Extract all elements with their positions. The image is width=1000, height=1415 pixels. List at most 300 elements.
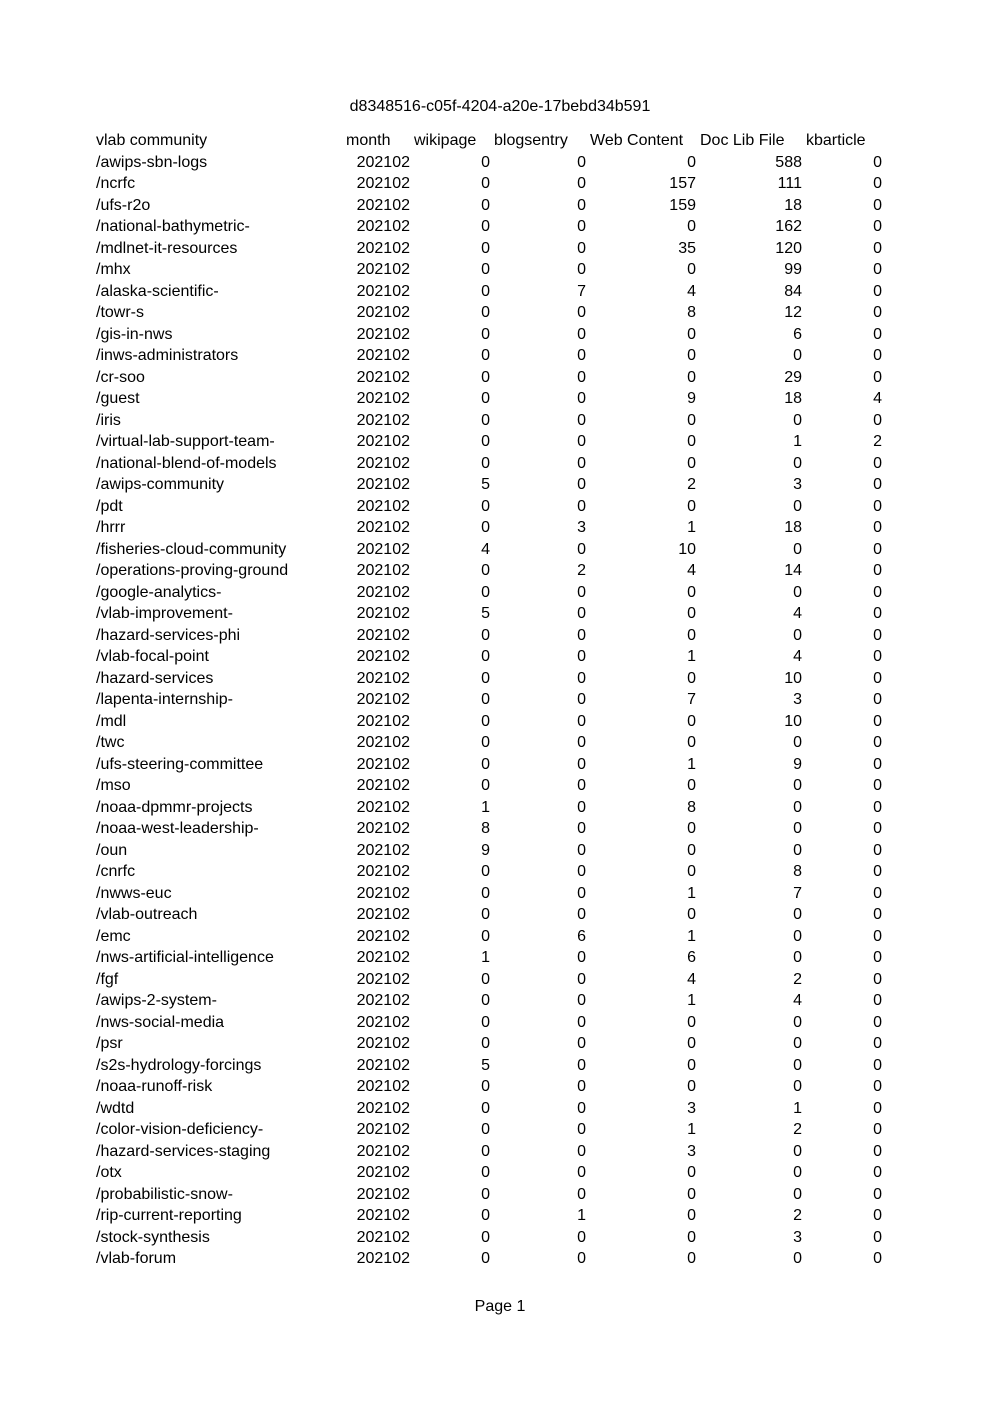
cell-community: /inws-administrators <box>96 347 239 364</box>
cell-blogsentry: 0 <box>577 820 586 837</box>
table-row <box>96 173 886 195</box>
cell-wikipage: 0 <box>481 1013 490 1031</box>
cell-month: 202102 <box>356 368 410 386</box>
cell-doc-lib-file: 120 <box>775 239 802 257</box>
cell-blogsentry: 0 <box>577 949 586 966</box>
cell-web-content: 2 <box>687 476 696 493</box>
cell-web-content: 0 <box>687 1056 696 1074</box>
cell-community: /hazard-services <box>96 669 214 687</box>
cell-kbarticle: 0 <box>873 841 882 859</box>
table-row <box>96 969 886 991</box>
column-header-doc-lib-file: Doc Lib File <box>700 132 785 149</box>
cell-wikipage: 0 <box>481 282 490 300</box>
cell-doc-lib-file: 2 <box>793 970 802 988</box>
cell-community: /pdt <box>96 497 123 515</box>
cell-community: /hazard-services-phi <box>96 626 241 644</box>
cell-doc-lib-file: 84 <box>784 282 802 300</box>
cell-blogsentry: 0 <box>577 841 586 859</box>
cell-web-content: 0 <box>687 626 696 644</box>
cell-month: 202102 <box>356 454 410 472</box>
cell-kbarticle: 0 <box>873 519 882 536</box>
cell-kbarticle: 0 <box>873 1121 882 1138</box>
cell-month: 202102 <box>356 820 410 837</box>
cell-doc-lib-file: 18 <box>784 390 802 407</box>
cell-web-content: 8 <box>687 798 696 816</box>
table-row <box>96 1227 886 1249</box>
column-header-web-content: Web Content <box>590 132 684 149</box>
table-row <box>96 818 886 840</box>
cell-community: /wdtd <box>96 1099 135 1117</box>
cell-month: 202102 <box>356 218 410 235</box>
cell-blogsentry: 0 <box>577 1250 586 1267</box>
cell-wikipage: 0 <box>481 153 490 171</box>
table-row <box>96 1248 886 1270</box>
cell-wikipage: 0 <box>481 562 490 579</box>
cell-blogsentry: 0 <box>577 196 586 214</box>
cell-month: 202102 <box>356 669 410 687</box>
cell-blogsentry: 2 <box>577 562 586 579</box>
cell-doc-lib-file: 18 <box>784 519 802 536</box>
table-row <box>96 926 886 948</box>
cell-blogsentry: 0 <box>577 261 586 278</box>
cell-web-content: 0 <box>687 669 696 687</box>
cell-month: 202102 <box>356 626 410 644</box>
cell-month: 202102 <box>356 841 410 859</box>
cell-month: 202102 <box>356 1056 410 1074</box>
cell-community: /hrrr <box>96 519 126 536</box>
cell-wikipage: 9 <box>481 841 490 859</box>
cell-web-content: 0 <box>687 1185 696 1203</box>
cell-community: /google-analytics- <box>96 583 222 601</box>
cell-wikipage: 0 <box>481 992 490 1009</box>
cell-kbarticle: 0 <box>873 540 882 558</box>
cell-community: /ncrfc <box>96 175 136 192</box>
cell-month: 202102 <box>356 476 410 493</box>
cell-month: 202102 <box>356 1099 410 1117</box>
cell-blogsentry: 0 <box>577 583 586 601</box>
cell-kbarticle: 0 <box>873 605 882 622</box>
table-row <box>96 1119 886 1141</box>
cell-community: /operations-proving-ground <box>96 562 289 579</box>
cell-month: 202102 <box>356 755 410 773</box>
cell-community: /awips-community <box>96 476 225 493</box>
cell-community: /mso <box>96 777 131 794</box>
table-row <box>96 539 886 561</box>
cell-web-content: 157 <box>669 175 696 192</box>
cell-web-content: 1 <box>687 884 696 902</box>
table-row <box>96 1055 886 1077</box>
cell-blogsentry: 0 <box>577 798 586 816</box>
cell-doc-lib-file: 99 <box>784 261 802 278</box>
cell-kbarticle: 0 <box>873 1250 882 1267</box>
cell-web-content: 1 <box>687 755 696 773</box>
cell-doc-lib-file: 0 <box>793 583 802 601</box>
cell-blogsentry: 0 <box>577 1099 586 1117</box>
table-row <box>96 582 886 604</box>
cell-kbarticle: 0 <box>873 175 882 192</box>
cell-wikipage: 0 <box>481 261 490 278</box>
table-row <box>96 1162 886 1184</box>
cell-doc-lib-file: 3 <box>793 476 802 493</box>
cell-kbarticle: 0 <box>873 347 882 364</box>
cell-doc-lib-file: 3 <box>793 691 802 708</box>
cell-web-content: 4 <box>687 282 696 300</box>
cell-kbarticle: 0 <box>873 777 882 794</box>
cell-month: 202102 <box>356 433 410 450</box>
cell-web-content: 35 <box>678 239 696 257</box>
cell-blogsentry: 0 <box>577 648 586 665</box>
cell-community: /mdl <box>96 712 127 730</box>
cell-blogsentry: 0 <box>577 777 586 794</box>
cell-web-content: 0 <box>687 325 696 343</box>
cell-web-content: 0 <box>687 1250 696 1267</box>
cell-wikipage: 0 <box>481 347 490 364</box>
cell-month: 202102 <box>356 304 410 321</box>
cell-month: 202102 <box>356 1185 410 1203</box>
cell-web-content: 6 <box>687 949 696 966</box>
cell-kbarticle: 0 <box>873 712 882 730</box>
cell-month: 202102 <box>356 411 410 429</box>
cell-kbarticle: 0 <box>873 1164 882 1181</box>
cell-web-content: 1 <box>687 648 696 665</box>
cell-web-content: 0 <box>687 347 696 364</box>
cell-blogsentry: 0 <box>577 863 586 880</box>
cell-blogsentry: 0 <box>577 605 586 622</box>
table-row <box>96 775 886 797</box>
cell-web-content: 0 <box>687 261 696 278</box>
cell-web-content: 4 <box>687 970 696 988</box>
cell-doc-lib-file: 4 <box>793 605 802 622</box>
cell-blogsentry: 0 <box>577 390 586 407</box>
table-row <box>96 367 886 389</box>
table-body <box>96 152 886 1270</box>
cell-wikipage: 4 <box>481 540 490 558</box>
table-row <box>96 259 886 281</box>
table-row <box>96 238 886 260</box>
cell-blogsentry: 0 <box>577 175 586 192</box>
cell-web-content: 0 <box>687 734 696 751</box>
cell-doc-lib-file: 2 <box>793 1121 802 1138</box>
cell-kbarticle: 0 <box>873 304 882 321</box>
cell-kbarticle: 0 <box>873 1207 882 1224</box>
cell-web-content: 4 <box>687 562 696 579</box>
cell-web-content: 0 <box>687 605 696 622</box>
table-row <box>96 216 886 238</box>
cell-community: /awips-sbn-logs <box>96 153 208 171</box>
cell-doc-lib-file: 0 <box>793 1035 802 1052</box>
cell-community: /mhx <box>96 261 131 278</box>
cell-kbarticle: 0 <box>873 648 882 665</box>
cell-kbarticle: 0 <box>873 497 882 515</box>
cell-wikipage: 1 <box>481 798 490 816</box>
cell-kbarticle: 0 <box>873 927 882 945</box>
page-number: Page 1 <box>474 1298 526 1315</box>
cell-wikipage: 0 <box>481 196 490 214</box>
cell-month: 202102 <box>356 497 410 515</box>
cell-blogsentry: 0 <box>577 884 586 902</box>
cell-doc-lib-file: 12 <box>784 304 802 321</box>
cell-kbarticle: 0 <box>873 153 882 171</box>
cell-month: 202102 <box>356 798 410 816</box>
cell-doc-lib-file: 162 <box>775 218 802 235</box>
cell-doc-lib-file: 0 <box>793 1078 802 1095</box>
cell-month: 202102 <box>356 927 410 945</box>
cell-blogsentry: 0 <box>577 325 586 343</box>
cell-blogsentry: 0 <box>577 970 586 988</box>
cell-doc-lib-file: 0 <box>793 1056 802 1074</box>
cell-wikipage: 0 <box>481 755 490 773</box>
cell-kbarticle: 0 <box>873 218 882 235</box>
cell-kbarticle: 0 <box>873 734 882 751</box>
cell-kbarticle: 0 <box>873 261 882 278</box>
table-row <box>96 431 886 453</box>
cell-web-content: 0 <box>687 906 696 923</box>
cell-wikipage: 0 <box>481 519 490 536</box>
cell-kbarticle: 0 <box>873 1228 882 1246</box>
cell-kbarticle: 0 <box>873 368 882 386</box>
cell-community: /ufs-steering-committee <box>96 755 264 773</box>
cell-blogsentry: 0 <box>577 669 586 687</box>
cell-blogsentry: 0 <box>577 734 586 751</box>
cell-blogsentry: 0 <box>577 1121 586 1138</box>
cell-kbarticle: 0 <box>873 1142 882 1160</box>
cell-month: 202102 <box>356 390 410 407</box>
cell-wikipage: 0 <box>481 304 490 321</box>
cell-kbarticle: 0 <box>873 863 882 880</box>
cell-month: 202102 <box>356 648 410 665</box>
table-row <box>96 1098 886 1120</box>
cell-web-content: 7 <box>687 691 696 708</box>
table-row <box>96 388 886 410</box>
cell-web-content: 0 <box>687 1228 696 1246</box>
cell-month: 202102 <box>356 863 410 880</box>
cell-month: 202102 <box>356 691 410 708</box>
cell-kbarticle: 0 <box>873 691 882 708</box>
cell-doc-lib-file: 9 <box>793 755 802 773</box>
cell-web-content: 0 <box>687 1013 696 1031</box>
cell-web-content: 1 <box>687 519 696 536</box>
cell-blogsentry: 0 <box>577 304 586 321</box>
cell-community: /iris <box>96 411 121 429</box>
table-row <box>96 496 886 518</box>
table-row <box>96 625 886 647</box>
cell-month: 202102 <box>356 196 410 214</box>
table-row <box>96 1184 886 1206</box>
cell-wikipage: 0 <box>481 368 490 386</box>
cell-wikipage: 0 <box>481 1099 490 1117</box>
cell-kbarticle: 0 <box>873 282 882 300</box>
table-row <box>96 754 886 776</box>
cell-wikipage: 0 <box>481 669 490 687</box>
cell-doc-lib-file: 0 <box>793 626 802 644</box>
cell-web-content: 3 <box>687 1142 696 1160</box>
cell-community: /fgf <box>96 970 119 988</box>
cell-wikipage: 0 <box>481 884 490 902</box>
table-row <box>96 689 886 711</box>
cell-community: /awips-2-system- <box>96 992 217 1009</box>
table-row <box>96 1141 886 1163</box>
cell-wikipage: 0 <box>481 239 490 257</box>
cell-community: /cr-soo <box>96 368 145 386</box>
cell-web-content: 1 <box>687 927 696 945</box>
cell-community: /oun <box>96 841 128 859</box>
cell-wikipage: 0 <box>481 454 490 472</box>
cell-community: /gis-in-nws <box>96 325 173 343</box>
table-row <box>96 797 886 819</box>
cell-blogsentry: 1 <box>577 1207 586 1224</box>
cell-blogsentry: 0 <box>577 626 586 644</box>
cell-community: /probabilistic-snow- <box>96 1185 233 1203</box>
cell-blogsentry: 0 <box>577 497 586 515</box>
cell-month: 202102 <box>356 1121 410 1138</box>
cell-kbarticle: 0 <box>873 562 882 579</box>
cell-web-content: 0 <box>687 583 696 601</box>
cell-doc-lib-file: 0 <box>793 540 802 558</box>
cell-month: 202102 <box>356 605 410 622</box>
cell-wikipage: 0 <box>481 1035 490 1052</box>
cell-doc-lib-file: 0 <box>793 347 802 364</box>
page-title: d8348516-c05f-4204-a20e-17bebd34b591 <box>349 98 651 115</box>
cell-kbarticle: 0 <box>873 1056 882 1074</box>
cell-community: /ufs-r2o <box>96 196 151 214</box>
cell-wikipage: 0 <box>481 390 490 407</box>
cell-community: /s2s-hydrology-forcings <box>96 1056 262 1074</box>
cell-month: 202102 <box>356 949 410 966</box>
cell-web-content: 159 <box>669 196 696 214</box>
cell-kbarticle: 2 <box>873 433 882 450</box>
cell-community: /fisheries-cloud-community <box>96 540 287 558</box>
cell-kbarticle: 4 <box>873 390 882 407</box>
cell-wikipage: 5 <box>481 605 490 622</box>
table-row <box>96 990 886 1012</box>
table-row <box>96 324 886 346</box>
cell-web-content: 3 <box>687 1099 696 1117</box>
table-row <box>96 281 886 303</box>
cell-doc-lib-file: 0 <box>793 1164 802 1181</box>
cell-month: 202102 <box>356 1078 410 1095</box>
table-row <box>96 345 886 367</box>
cell-kbarticle: 0 <box>873 1078 882 1095</box>
cell-month: 202102 <box>356 239 410 257</box>
table-row <box>96 668 886 690</box>
cell-wikipage: 0 <box>481 411 490 429</box>
cell-blogsentry: 0 <box>577 1185 586 1203</box>
cell-kbarticle: 0 <box>873 196 882 214</box>
cell-web-content: 0 <box>687 777 696 794</box>
cell-web-content: 0 <box>687 1164 696 1181</box>
cell-community: /vlab-focal-point <box>96 648 209 665</box>
cell-month: 202102 <box>356 777 410 794</box>
cell-web-content: 0 <box>687 454 696 472</box>
cell-web-content: 0 <box>687 841 696 859</box>
cell-blogsentry: 0 <box>577 411 586 429</box>
cell-community: /national-bathymetric- <box>96 218 250 235</box>
cell-wikipage: 0 <box>481 1078 490 1095</box>
cell-wikipage: 0 <box>481 1164 490 1181</box>
cell-blogsentry: 0 <box>577 712 586 730</box>
cell-blogsentry: 0 <box>577 218 586 235</box>
cell-community: /nws-social-media <box>96 1013 225 1031</box>
cell-kbarticle: 0 <box>873 476 882 493</box>
cell-kbarticle: 0 <box>873 755 882 773</box>
cell-web-content: 0 <box>687 218 696 235</box>
cell-doc-lib-file: 8 <box>793 863 802 880</box>
cell-wikipage: 0 <box>481 691 490 708</box>
cell-community: /noaa-runoff-risk <box>96 1078 213 1095</box>
cell-month: 202102 <box>356 1035 410 1052</box>
cell-doc-lib-file: 0 <box>793 820 802 837</box>
cell-month: 202102 <box>356 906 410 923</box>
cell-community: /cnrfc <box>96 863 136 880</box>
cell-doc-lib-file: 10 <box>784 712 802 730</box>
cell-month: 202102 <box>356 583 410 601</box>
cell-wikipage: 0 <box>481 626 490 644</box>
cell-month: 202102 <box>356 175 410 192</box>
cell-community: /psr <box>96 1035 123 1052</box>
cell-month: 202102 <box>356 519 410 536</box>
cell-doc-lib-file: 0 <box>793 1013 802 1031</box>
cell-doc-lib-file: 0 <box>793 734 802 751</box>
cell-community: /nws-artificial-intelligence <box>96 949 274 966</box>
cell-web-content: 0 <box>687 712 696 730</box>
cell-community: /otx <box>96 1164 122 1181</box>
cell-community: /vlab-outreach <box>96 906 198 923</box>
table-row <box>96 840 886 862</box>
cell-wikipage: 0 <box>481 1142 490 1160</box>
cell-community: /stock-synthesis <box>96 1228 210 1246</box>
cell-month: 202102 <box>356 153 410 171</box>
cell-wikipage: 0 <box>481 497 490 515</box>
cell-doc-lib-file: 7 <box>793 884 802 902</box>
cell-month: 202102 <box>356 712 410 730</box>
column-header-blogsentry: blogsentry <box>494 132 568 149</box>
cell-kbarticle: 0 <box>873 411 882 429</box>
cell-web-content: 0 <box>687 497 696 515</box>
cell-web-content: 0 <box>687 1035 696 1052</box>
cell-wikipage: 0 <box>481 1185 490 1203</box>
column-header-wikipage: wikipage <box>414 132 477 149</box>
table-row <box>96 453 886 475</box>
cell-month: 202102 <box>356 261 410 278</box>
table-row <box>96 1033 886 1055</box>
cell-month: 202102 <box>356 325 410 343</box>
cell-month: 202102 <box>356 1013 410 1031</box>
cell-doc-lib-file: 0 <box>793 906 802 923</box>
cell-web-content: 1 <box>687 1121 696 1138</box>
table-header-row <box>96 130 886 152</box>
cell-community: /twc <box>96 734 125 751</box>
cell-web-content: 8 <box>687 304 696 321</box>
table-row <box>96 904 886 926</box>
cell-blogsentry: 0 <box>577 347 586 364</box>
cell-wikipage: 0 <box>481 906 490 923</box>
cell-doc-lib-file: 0 <box>793 927 802 945</box>
cell-wikipage: 0 <box>481 1228 490 1246</box>
cell-blogsentry: 0 <box>577 476 586 493</box>
table-row <box>96 861 886 883</box>
table-row <box>96 1012 886 1034</box>
cell-blogsentry: 0 <box>577 1013 586 1031</box>
cell-doc-lib-file: 0 <box>793 1185 802 1203</box>
table-row <box>96 711 886 733</box>
cell-doc-lib-file: 1 <box>793 433 802 450</box>
cell-kbarticle: 0 <box>873 820 882 837</box>
cell-community: /virtual-lab-support-team- <box>96 433 275 450</box>
cell-wikipage: 1 <box>481 949 490 966</box>
cell-community: /vlab-improvement- <box>96 605 233 622</box>
cell-doc-lib-file: 0 <box>793 841 802 859</box>
cell-blogsentry: 0 <box>577 454 586 472</box>
